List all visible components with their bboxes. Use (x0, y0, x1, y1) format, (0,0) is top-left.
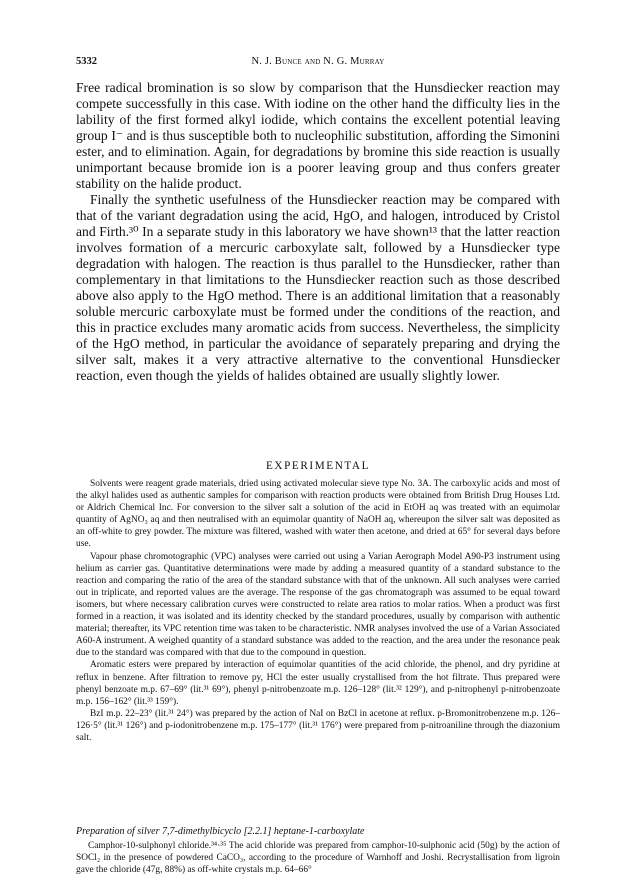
subsection-heading: Preparation of silver 7,7-dimethylbicyclo [2.2.1] heptane-1-carboxylate (76, 826, 365, 837)
paragraph: Free radical bromination is so slow by comparison that the Hunsdiecker reaction may compete successfully in this case. With iodine on the other hand the difficulty lies in the lability of the first formed alkyl iodide, which contains the excellent potential leaving group I⁻ and is thus susceptible both to nucleophilic substitution, affording the Simonini ester, and to elimination. Again, for degradations by bromine this side reaction is usually unimportant because bromide ion is a poorer leaving group and thus confers greater stability on the halide product. (76, 80, 560, 191)
paragraph: Finally the synthetic usefulness of the Hunsdiecker reaction may be compared with that of the variant degradation using the acid, HgO, and halogen, introduced by Cristol and Firth.³⁰ In a separate study in this laboratory we have shown¹³ that the latter reaction involves formation of a mercuric carboxylate salt, followed by a Hunsdiecker type degradation with halogen. The reaction is thus parallel to the Hunsdiecker, rather than complementary in that limitations to the Hunsdiecker reaction such as those described above also apply to the HgO method. There is an additional limitation that a reasonably soluble mercuric carboxylate must be formed under the conditions of the reaction, and this in practice excludes many aromatic acids from success. Nevertheless, the simplicity of the HgO method, in particular the avoidance of separately preparing and drying the silver salt, makes it a very attractive alternative to the conventional Hunsdiecker reaction, even though the yields of halides obtained are usually slightly lower. (76, 192, 560, 383)
page-number: 5332 (76, 56, 97, 67)
experimental-text (76, 478, 560, 744)
paragraph: Aromatic esters were prepared by interaction of equimolar quantities of the acid chloride, the phenol, and dry pyridine at reflux in benzene. After filtration to remove py, HCl the ester usually crystallised from the hot filtrate. Thus prepared were phenyl benzoate m.p. 67–69° (lit.³¹ 69°), phenyl p-nitrobenzoate m.p. 126–128° (lit.³² 129°), and p-nitrophenyl p-nitrobenzoate m.p. 156–162° (lit.³³ 159°). (76, 660, 560, 707)
running-head: N. J. Bunce and N. G. Murray (251, 56, 385, 67)
paragraph: Solvents were reagent grade materials, dried using activated molecular sieve type No. 3A. The carboxylic acids and most of the alkyl halides used as authentic samples for comparison with reaction products were obtained from British Drug Houses Ltd. or Aldrich Chemical Inc. For conversion to the silver salt a solution of the acid in EtOH aq was treated with an equimolar quantity of AgNO₃ aq and then neutralised with an equimolar quantity of NaOH aq, whereupon the silver salt was deposited as an off-white to grey powder. The mixture was filtered, washed with water then acetone, and dried at 65° for several days before use. (76, 479, 560, 550)
paragraph: Vapour phase chromotographic (VPC) analyses were carried out using a Varian Aerograph Model A90-P3 instrument using helium as carrier gas. Quantitative determinations were made by adding a measured quantity of a standard substance to the reaction and comparing the ratio of the area of the standard substance with that of the unknown. All such analyses were carried out in triplicate, and reported values are the average. The response of the gas chromatograph was assumed to be equal toward isomers, but where necessary calibration curves were constructed to relate area ratios to molar ratios. When a product was first formed in a reaction, it was isolated and its identity checked by the standard procedures, usually by comparison with authentic material; thereafter, its VPC retention time was taken to be characteristic. NMR analyses involved the use of a Varian Associated A60-A instrument. A weighed quantity of a standard substance was added to the reaction, and the area under the resonance peak due to the standard was compared with that due to the compound in question. (76, 551, 560, 659)
paragraph: BzI m.p. 22–23° (lit.³¹ 24°) was prepared by the action of NaI on BzCl in acetone at reflux. p-Bromonitrobenzene m.p. 126–126·5° (lit.³¹ 126°) and p-iodonitrobenzene m.p. 175–177° (lit.³¹ 176°) were prepared from p-nitroaniline through the diazonium salt. (76, 708, 560, 743)
section-heading: EXPERIMENTAL (265, 460, 371, 472)
page-header (76, 56, 560, 72)
paragraph: Camphor-10-sulphonyl chloride.³⁴·³⁵ The acid chloride was prepared from camphor-10-sulphonic acid (50g) by the action of SOCl₂ in the presence of powdered CaCO₃, according to the procedure of Warnhoff and Joshi. Recrystallisation from ligroin gave the chloride (47g, 88%) as off-white crystals m.p. 64–66° (76, 841, 560, 876)
preparation-text (76, 840, 560, 876)
discussion-text (76, 80, 560, 384)
